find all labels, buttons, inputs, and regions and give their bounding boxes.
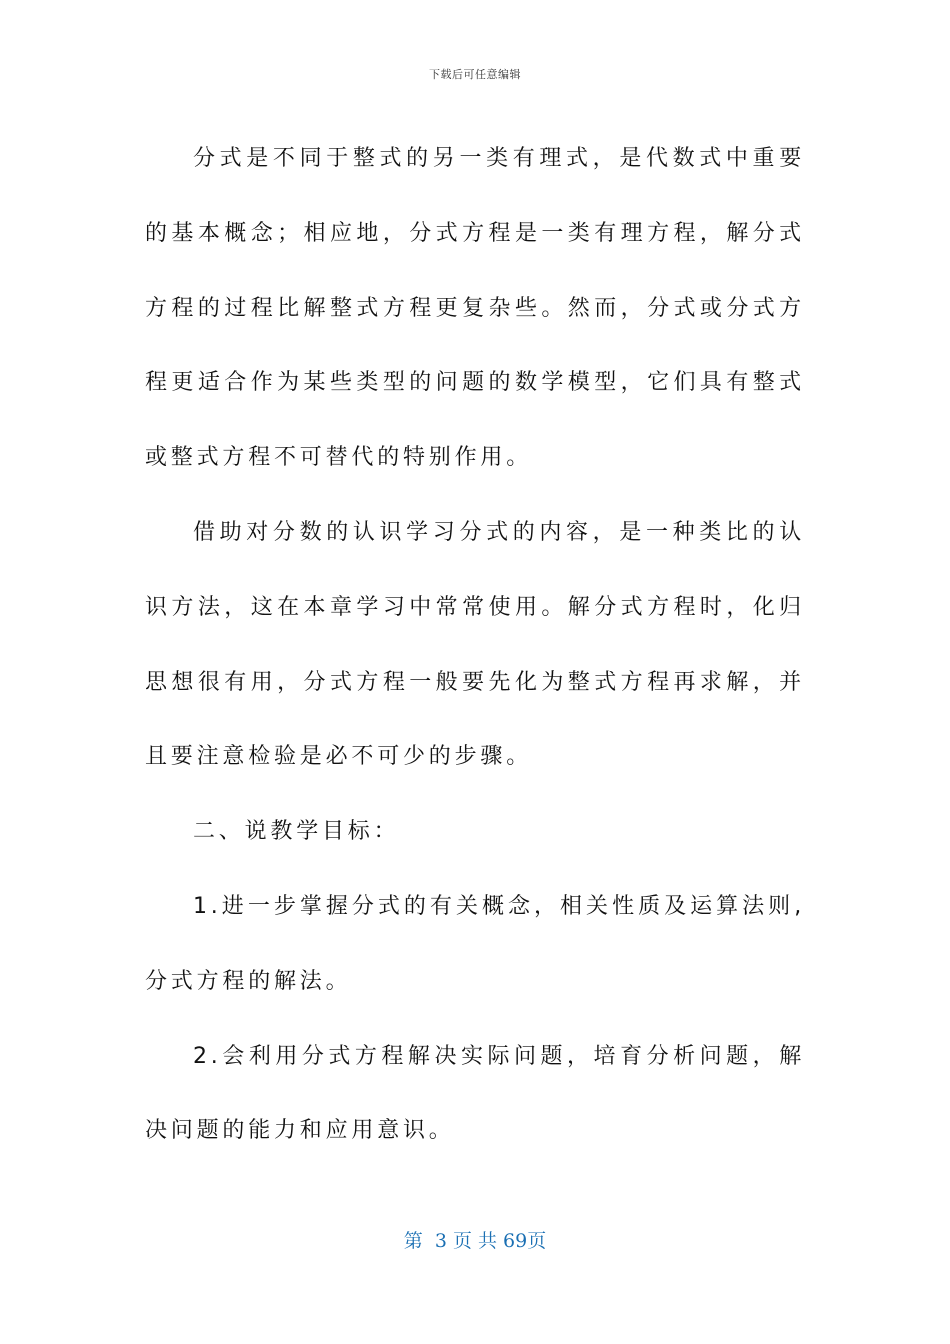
section-heading: 二、说教学目标： xyxy=(193,819,400,845)
objective-1: 1.进一步掌握分式的有关概念，相关性质及运算法则,分式方程的解法。 xyxy=(145,893,805,994)
page-number-footer: 第 3 页 共 69页 xyxy=(403,1230,547,1252)
paragraph-1: 分式是不同于整式的另一类有理式，是代数式中重要的基本概念；相应地，分式方程是一类有理方程，解分式方程的过程比解整式方程更复杂些。然而，分式或分式方程更适合作为某些类型的问题的数学模型，它们具有整式或整式方程不可替代的特别作用。 xyxy=(145,146,805,471)
header-note: 下载后可任意编辑 xyxy=(429,68,521,81)
objective-2: 2.会利用分式方程解决实际问题，培育分析问题，解决问题的能力和应用意识。 xyxy=(145,1043,805,1144)
document-body xyxy=(145,122,805,1169)
paragraph-2: 借助对分数的认识学习分式的内容，是一种类比的认识方法，这在本章学习中常常使用。解分式方程时，化归思想很有用，分式方程一般要先化为整式方程再求解，并且要注意检验是必不可少的步骤。 xyxy=(145,519,805,770)
